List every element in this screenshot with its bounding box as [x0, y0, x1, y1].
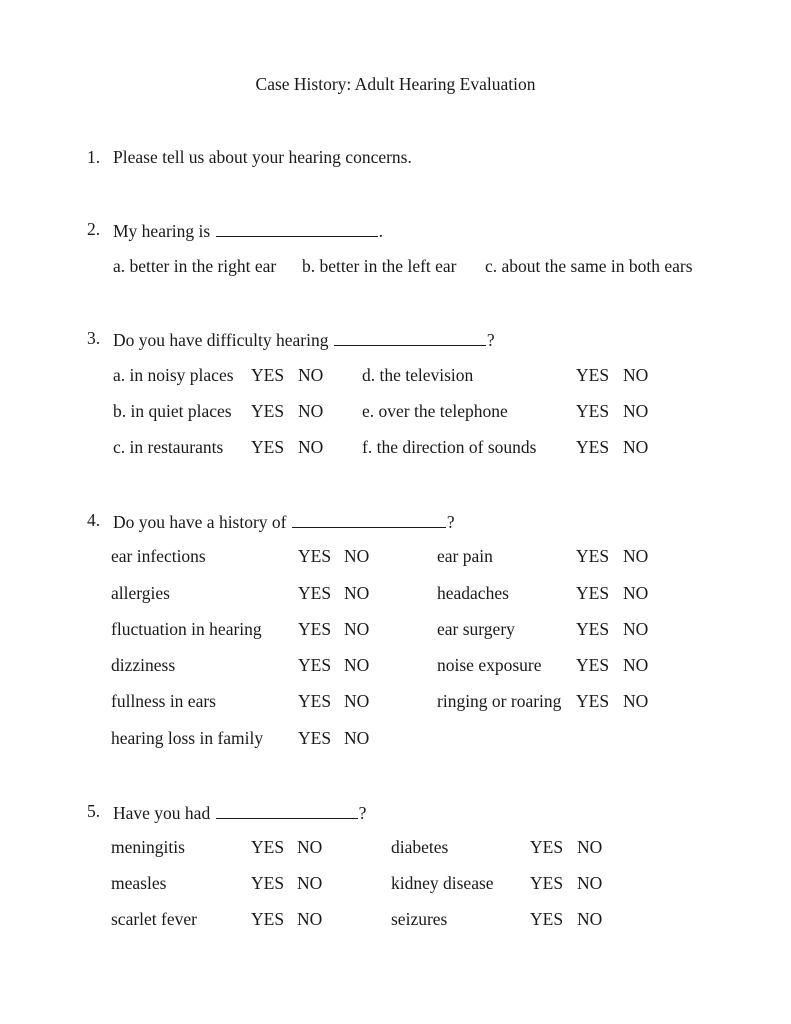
question-3-item-c: c. in restaurants [113, 437, 224, 457]
question-2-option-a[interactable]: a. better in the right ear [113, 256, 277, 276]
question-4-item-dizziness-yes[interactable]: YES [298, 655, 332, 675]
question-5-item-seizures-no[interactable]: NO [577, 909, 603, 929]
question-3-item-a-yes[interactable]: YES [251, 365, 285, 385]
question-4-suffix: ? [446, 512, 455, 532]
question-3-text [113, 330, 495, 350]
question-3-suffix: ? [486, 330, 495, 350]
question-4-text [113, 512, 455, 532]
question-3-blank[interactable] [334, 330, 486, 346]
question-4-item-noise-exposure-yes[interactable]: YES [576, 655, 610, 675]
question-4-item-ear-pain-yes[interactable]: YES [576, 546, 610, 566]
question-5-item-meningitis: meningitis [111, 837, 185, 857]
question-4-prefix: Do you have a history of [113, 512, 287, 532]
question-4-item-fluctuation: fluctuation in hearing [111, 619, 262, 639]
question-5-item-measles: measles [111, 873, 167, 893]
question-2-option-c[interactable]: c. about the same in both ears [485, 256, 693, 276]
question-5-prefix: Have you had [113, 803, 211, 823]
question-3-item-b-no[interactable]: NO [298, 401, 324, 421]
question-4-item-ear-infections-no[interactable]: NO [344, 546, 370, 566]
question-3-item-d: d. the television [362, 365, 474, 385]
question-3-item-e-yes[interactable]: YES [576, 401, 610, 421]
question-3-item-f: f. the direction of sounds [362, 437, 537, 457]
question-5-item-scarlet-fever-yes[interactable]: YES [251, 909, 285, 929]
question-5-item-measles-no[interactable]: NO [297, 873, 323, 893]
question-4-item-hearing-loss-family: hearing loss in family [111, 728, 264, 748]
question-4-number: 4. [87, 510, 101, 530]
question-4-item-ringing-yes[interactable]: YES [576, 691, 610, 711]
question-5-number: 5. [87, 801, 101, 821]
question-5-item-scarlet-fever-no[interactable]: NO [297, 909, 323, 929]
question-5-item-meningitis-no[interactable]: NO [297, 837, 323, 857]
question-4-item-ear-pain-no[interactable]: NO [623, 546, 649, 566]
question-2-blank[interactable] [216, 221, 378, 237]
question-4-item-ear-infections: ear infections [111, 546, 206, 566]
question-5-suffix: ? [358, 803, 367, 823]
question-4-item-hearing-loss-family-yes[interactable]: YES [298, 728, 332, 748]
question-4-blank[interactable] [292, 512, 446, 528]
question-4-item-fullness: fullness in ears [111, 691, 216, 711]
question-4-item-ringing-no[interactable]: NO [623, 691, 649, 711]
question-5-item-measles-yes[interactable]: YES [251, 873, 285, 893]
question-4-item-noise-exposure-no[interactable]: NO [623, 655, 649, 675]
page-title: Case History: Adult Hearing Evaluation [255, 74, 536, 94]
question-4-item-headaches-yes[interactable]: YES [576, 583, 610, 603]
question-4-item-ear-pain: ear pain [437, 546, 493, 566]
question-2-option-b[interactable]: b. better in the left ear [302, 256, 457, 276]
question-2-text [113, 221, 383, 241]
question-5-item-kidney-disease-no[interactable]: NO [577, 873, 603, 893]
question-3-item-e-no[interactable]: NO [623, 401, 649, 421]
question-4-item-dizziness-no[interactable]: NO [344, 655, 370, 675]
question-5-text [113, 803, 366, 823]
question-3-item-b: b. in quiet places [113, 401, 232, 421]
question-4-item-noise-exposure: noise exposure [437, 655, 542, 675]
question-3-item-c-no[interactable]: NO [298, 437, 324, 457]
question-4-item-fluctuation-yes[interactable]: YES [298, 619, 332, 639]
question-5-item-kidney-disease-yes[interactable]: YES [530, 873, 564, 893]
question-1-number: 1. [87, 147, 101, 167]
question-5-blank[interactable] [216, 803, 358, 819]
question-4-item-hearing-loss-family-no[interactable]: NO [344, 728, 370, 748]
question-3-item-a-no[interactable]: NO [298, 365, 324, 385]
question-4-item-fullness-yes[interactable]: YES [298, 691, 332, 711]
question-3-item-d-yes[interactable]: YES [576, 365, 610, 385]
question-3-item-f-yes[interactable]: YES [576, 437, 610, 457]
question-3-item-b-yes[interactable]: YES [251, 401, 285, 421]
question-4-item-allergies: allergies [111, 583, 170, 603]
question-5-item-diabetes-no[interactable]: NO [577, 837, 603, 857]
question-4-item-ear-surgery-yes[interactable]: YES [576, 619, 610, 639]
question-5-item-kidney-disease: kidney disease [391, 873, 494, 893]
question-2-prefix: My hearing is [113, 221, 211, 241]
question-3-item-c-yes[interactable]: YES [251, 437, 285, 457]
question-4-item-ear-surgery-no[interactable]: NO [623, 619, 649, 639]
question-4-item-dizziness: dizziness [111, 655, 176, 675]
question-3-item-e: e. over the telephone [362, 401, 508, 421]
question-4-item-fullness-no[interactable]: NO [344, 691, 370, 711]
question-4-item-allergies-yes[interactable]: YES [298, 583, 332, 603]
question-3-number: 3. [87, 328, 101, 348]
question-3-prefix: Do you have difficulty hearing [113, 330, 329, 350]
question-3-item-d-no[interactable]: NO [623, 365, 649, 385]
question-2-suffix: . [378, 221, 383, 241]
question-4-item-ringing: ringing or roaring [437, 691, 562, 711]
question-4-item-fluctuation-no[interactable]: NO [344, 619, 370, 639]
question-2-number: 2. [87, 219, 101, 239]
question-4-item-headaches: headaches [437, 583, 509, 603]
question-5-item-diabetes: diabetes [391, 837, 449, 857]
question-3-item-f-no[interactable]: NO [623, 437, 649, 457]
question-5-item-seizures: seizures [391, 909, 448, 929]
question-5-item-diabetes-yes[interactable]: YES [530, 837, 564, 857]
question-5-item-seizures-yes[interactable]: YES [530, 909, 564, 929]
question-4-item-headaches-no[interactable]: NO [623, 583, 649, 603]
question-3-item-a: a. in noisy places [113, 365, 234, 385]
question-1-text: Please tell us about your hearing concerns. [113, 147, 412, 167]
question-4-item-ear-infections-yes[interactable]: YES [298, 546, 332, 566]
question-4-item-ear-surgery: ear surgery [437, 619, 515, 639]
question-5-item-meningitis-yes[interactable]: YES [251, 837, 285, 857]
question-4-item-allergies-no[interactable]: NO [344, 583, 370, 603]
question-5-item-scarlet-fever: scarlet fever [111, 909, 197, 929]
